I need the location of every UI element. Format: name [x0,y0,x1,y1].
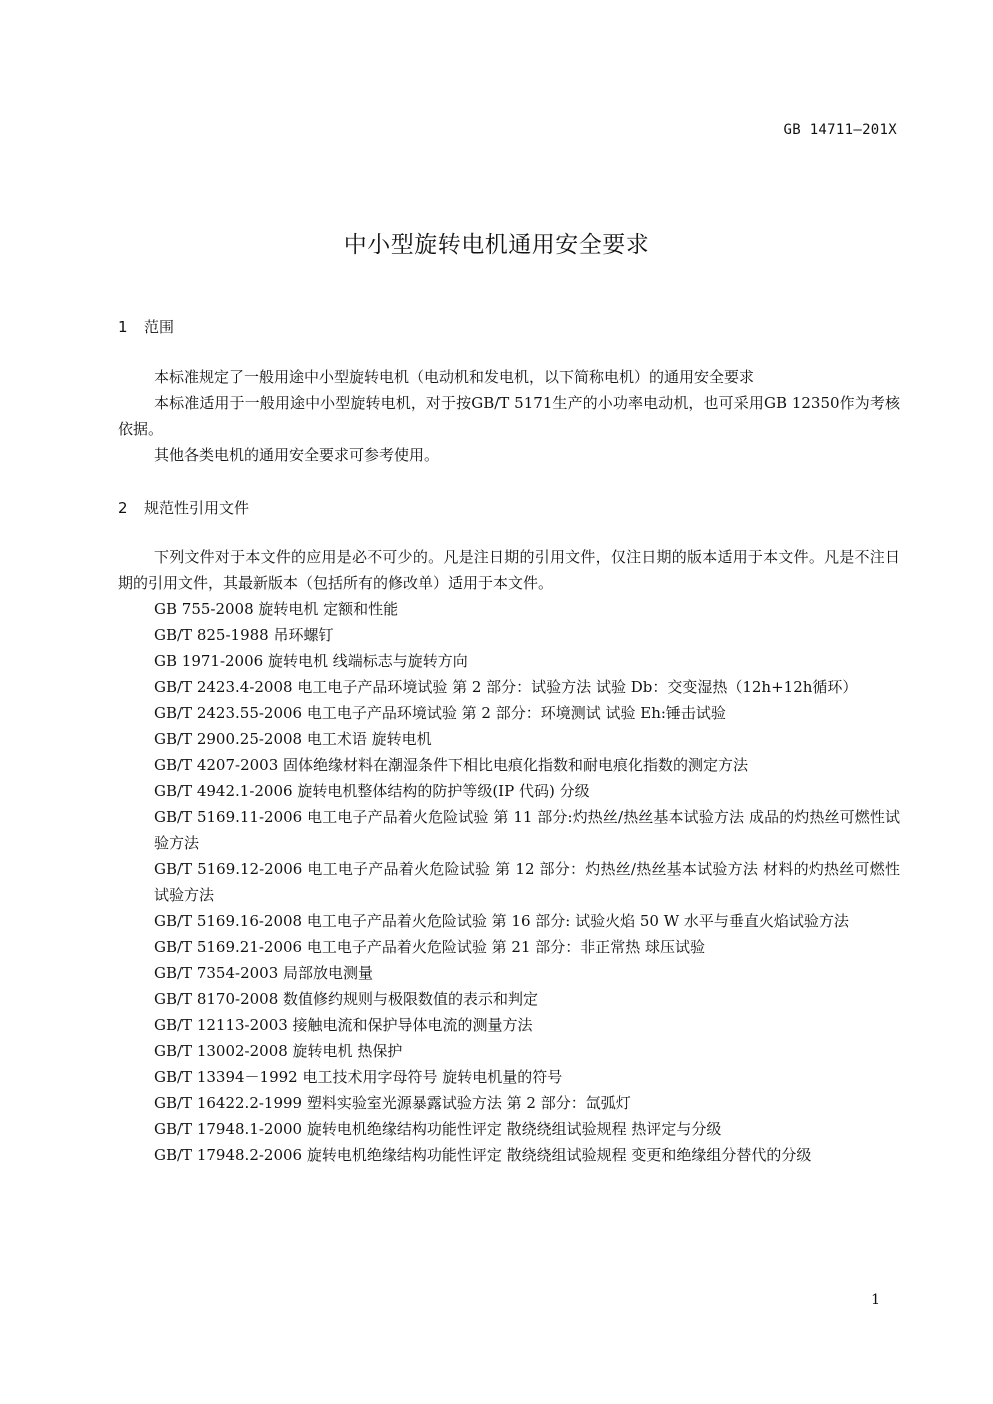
section-1-paragraph: 本标准规定了一般用途中小型旋转电机（电动机和发电机，以下简称电机）的通用安全要求 [154,368,755,386]
reference-item: GB/T 5169.12-2006 电工电子产品着火危险试验 第 12 部分：灼热丝/热丝基本试验方法 材料的灼热丝可燃性试验方法 [154,860,900,904]
page-number: 1 [871,1292,880,1308]
section-2-paragraph: 下列文件对于本文件的应用是必不可少的。凡是注日期的引用文件，仅注日期的版本适用于本文件。凡是不注日期的引用文件，其最新版本（包括所有的修改单）适用于本文件。 [118,548,900,592]
normative-references-list [118,596,900,1168]
reference-item: GB/T 2423.55-2006 电工电子产品环境试验 第 2 部分：环境测试 试验 Eh:锤击试验 [154,704,726,722]
reference-item: GB 1971-2006 旋转电机 线端标志与旋转方向 [154,652,468,670]
reference-item: GB/T 2423.4-2008 电工电子产品环境试验 第 2 部分：试验方法 试验 Db：交变湿热（12h+12h循环） [154,678,858,696]
section-1-paragraph: 其他各类电机的通用安全要求可参考使用。 [154,446,440,464]
reference-item: GB/T 2900.25-2008 电工术语 旋转电机 [154,730,432,748]
standard-code: GB 14711—201X [783,122,897,138]
reference-item: GB 755-2008 旋转电机 定额和性能 [154,600,399,618]
reference-item: GB/T 5169.21-2006 电工电子产品着火危险试验 第 21 部分：非正常热 球压试验 [154,938,706,956]
reference-item: GB/T 4942.1-2006 旋转电机整体结构的防护等级(IP 代码) 分级 [154,782,590,800]
document-title: 中小型旋转电机通用安全要求 [343,232,650,258]
reference-item: GB/T 825-1988 吊环螺钉 [154,626,334,644]
section-2-heading [118,497,249,518]
section-1-title: 范围 [144,318,175,336]
section-2-number: 2 [118,499,128,517]
reference-item: GB/T 17948.2-2006 旋转电机绝缘结构功能性评定 散绕绕组试验规程 变更和绝缘组分替代的分级 [154,1146,812,1164]
reference-item: GB/T 7354-2003 局部放电测量 [154,964,374,982]
reference-item: GB/T 13394－1992 电工技术用字母符号 旋转电机量的符号 [154,1068,563,1086]
reference-item: GB/T 13002-2008 旋转电机 热保护 [154,1042,403,1060]
reference-item: GB/T 16422.2-1999 塑料实验室光源暴露试验方法 第 2 部分：氙弧灯 [154,1094,631,1112]
section-2-title: 规范性引用文件 [144,499,250,517]
reference-item: GB/T 5169.16-2008 电工电子产品着火危险试验 第 16 部分: 试验火焰 50 W 水平与垂直火焰试验方法 [154,912,849,930]
reference-item: GB/T 5169.11-2006 电工电子产品着火危险试验 第 11 部分:灼热丝/热丝基本试验方法 成品的灼热丝可燃性试验方法 [154,808,900,852]
reference-item: GB/T 12113-2003 接触电流和保护导体电流的测量方法 [154,1016,533,1034]
reference-item: GB/T 17948.1-2000 旋转电机绝缘结构功能性评定 散绕绕组试验规程 热评定与分级 [154,1120,722,1138]
reference-item: GB/T 4207-2003 固体绝缘材料在潮湿条件下相比电痕化指数和耐电痕化指数的测定方法 [154,756,749,774]
section-1-paragraph: 本标准适用于一般用途中小型旋转电机，对于按GB/T 5171生产的小功率电动机，也可采用GB 12350作为考核依据。 [118,394,900,438]
section-1-number: 1 [118,318,128,336]
section-1-heading [118,316,174,337]
reference-item: GB/T 8170-2008 数值修约规则与极限数值的表示和判定 [154,990,539,1008]
